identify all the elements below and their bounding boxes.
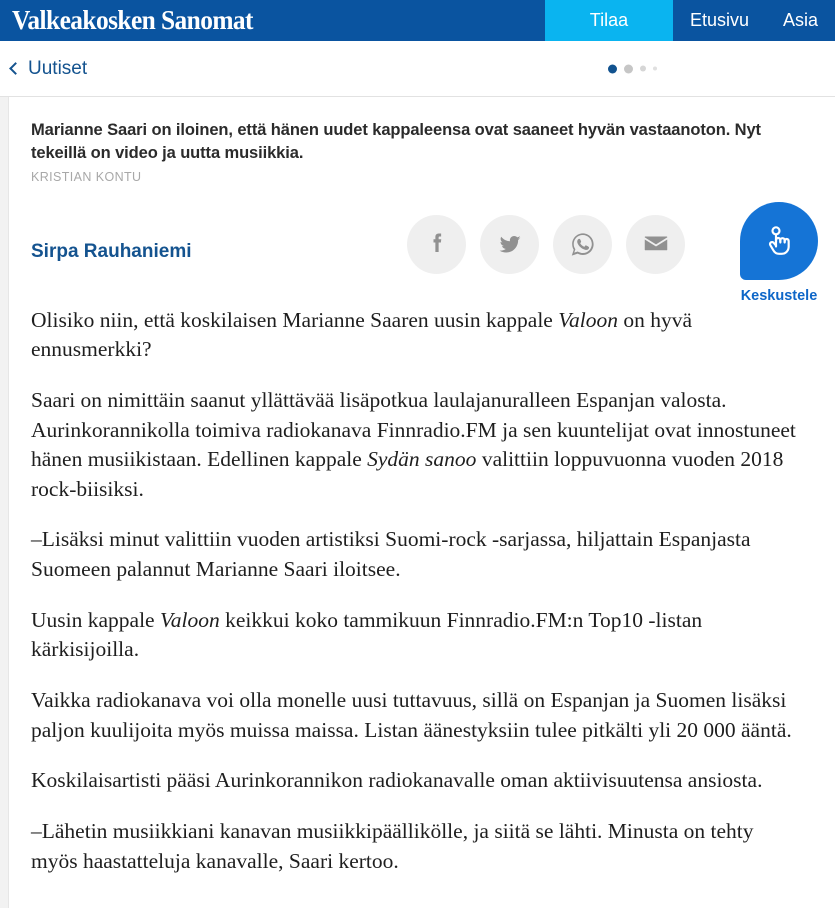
article-paragraph: Saari on nimittäin saanut yllättävää lisäpotkua laulajanuralleen Espanjan valosta. Aurinkorannikolla toimiva radiokanava Finnradio.FM ja sen kuuntelijat ovat innostuneet hänen musiikistaan. Edellinen kappale Sydän sanoo valittiin loppuvuonna vuoden 2018 rock-biisiksi. (31, 387, 796, 501)
back-to-uutiset-link[interactable] (0, 58, 87, 80)
tap-hand-icon (759, 221, 799, 261)
email-icon (641, 229, 671, 259)
discuss-label: Keskustele (740, 287, 818, 304)
carousel-pagination[interactable] (608, 64, 657, 73)
article-content (0, 97, 835, 876)
article-page (0, 97, 835, 908)
pagination-dot[interactable] (653, 67, 657, 71)
brand-title: Valkeakosken Sanomat (12, 5, 253, 35)
twitter-share-button[interactable] (480, 215, 539, 274)
article-paragraph: Olisiko niin, että koskilaisen Marianne Saaren uusin kappale Valoon on hyvä ennusmerkki? (31, 307, 693, 362)
article-paragraph: Koskilaisartisti pääsi Aurinkorannikon radiokanavalle oman aktiivisuutensa ansiosta. (31, 768, 763, 793)
pagination-dot[interactable] (640, 66, 646, 72)
byline-and-share-row (31, 192, 818, 304)
whatsapp-share-button[interactable] (553, 215, 612, 274)
section-bar (0, 41, 835, 97)
nav-item-etusivu[interactable]: Etusivu (689, 10, 749, 30)
discuss-button[interactable] (729, 202, 829, 304)
article-paragraph: –Lisäksi minut valittiin vuoden artistiksi Suomi-rock -sarjassa, hiljattain Espanjasta Suomeen palannut Marianne Saari iloitsee. (31, 527, 751, 582)
pagination-dot-active[interactable] (608, 64, 617, 73)
article-paragraph: –Lähetin musiikkiani kanavan musiikkipäällikölle, ja siitä se lähti. Minusta on tehty myös haastatteluja kanavalle, Saari kertoo. (31, 819, 754, 873)
article-author[interactable]: Sirpa Rauhaniemi (31, 240, 192, 262)
left-gutter (0, 97, 9, 908)
back-link-label: Uutiset (28, 57, 88, 79)
subscribe-button[interactable]: Tilaa (545, 0, 673, 41)
pagination-dot[interactable] (624, 64, 633, 73)
speech-bubble-shape (740, 202, 818, 280)
whatsapp-icon (567, 229, 598, 260)
article-paragraph: Vaikka radiokanava voi olla monelle uusi tuttavuus, sillä on Espanjan ja Suomen lisäksi paljon kuulijoita myös muissa maissa. Listan äänestyksiin tulee pitkälti yli 20 000 ääntä. (31, 688, 792, 742)
photo-credit: KRISTIAN KONTU (31, 169, 142, 184)
nav-item-asiakaspalvelu[interactable]: Asia (782, 10, 818, 30)
facebook-share-button[interactable] (407, 215, 466, 274)
article-body (31, 306, 805, 877)
email-share-button[interactable] (626, 215, 685, 274)
article-lead: Marianne Saari on iloinen, että hänen uudet kappaleensa ovat saaneet hyvän vastaanoton. Nyt tekeillä on video ja uutta musiikkia. (31, 121, 761, 162)
facebook-icon (422, 229, 452, 259)
site-header (0, 0, 835, 41)
chevron-left-icon (9, 62, 22, 75)
twitter-icon (495, 229, 525, 259)
share-buttons (407, 215, 685, 274)
site-logo[interactable] (0, 0, 268, 41)
header-nav (545, 0, 835, 41)
header-spacer (268, 0, 545, 41)
article-paragraph: Uusin kappale Valoon keikkui koko tammikuun Finnradio.FM:n Top10 -listan kärkisijoilla. (31, 607, 703, 662)
